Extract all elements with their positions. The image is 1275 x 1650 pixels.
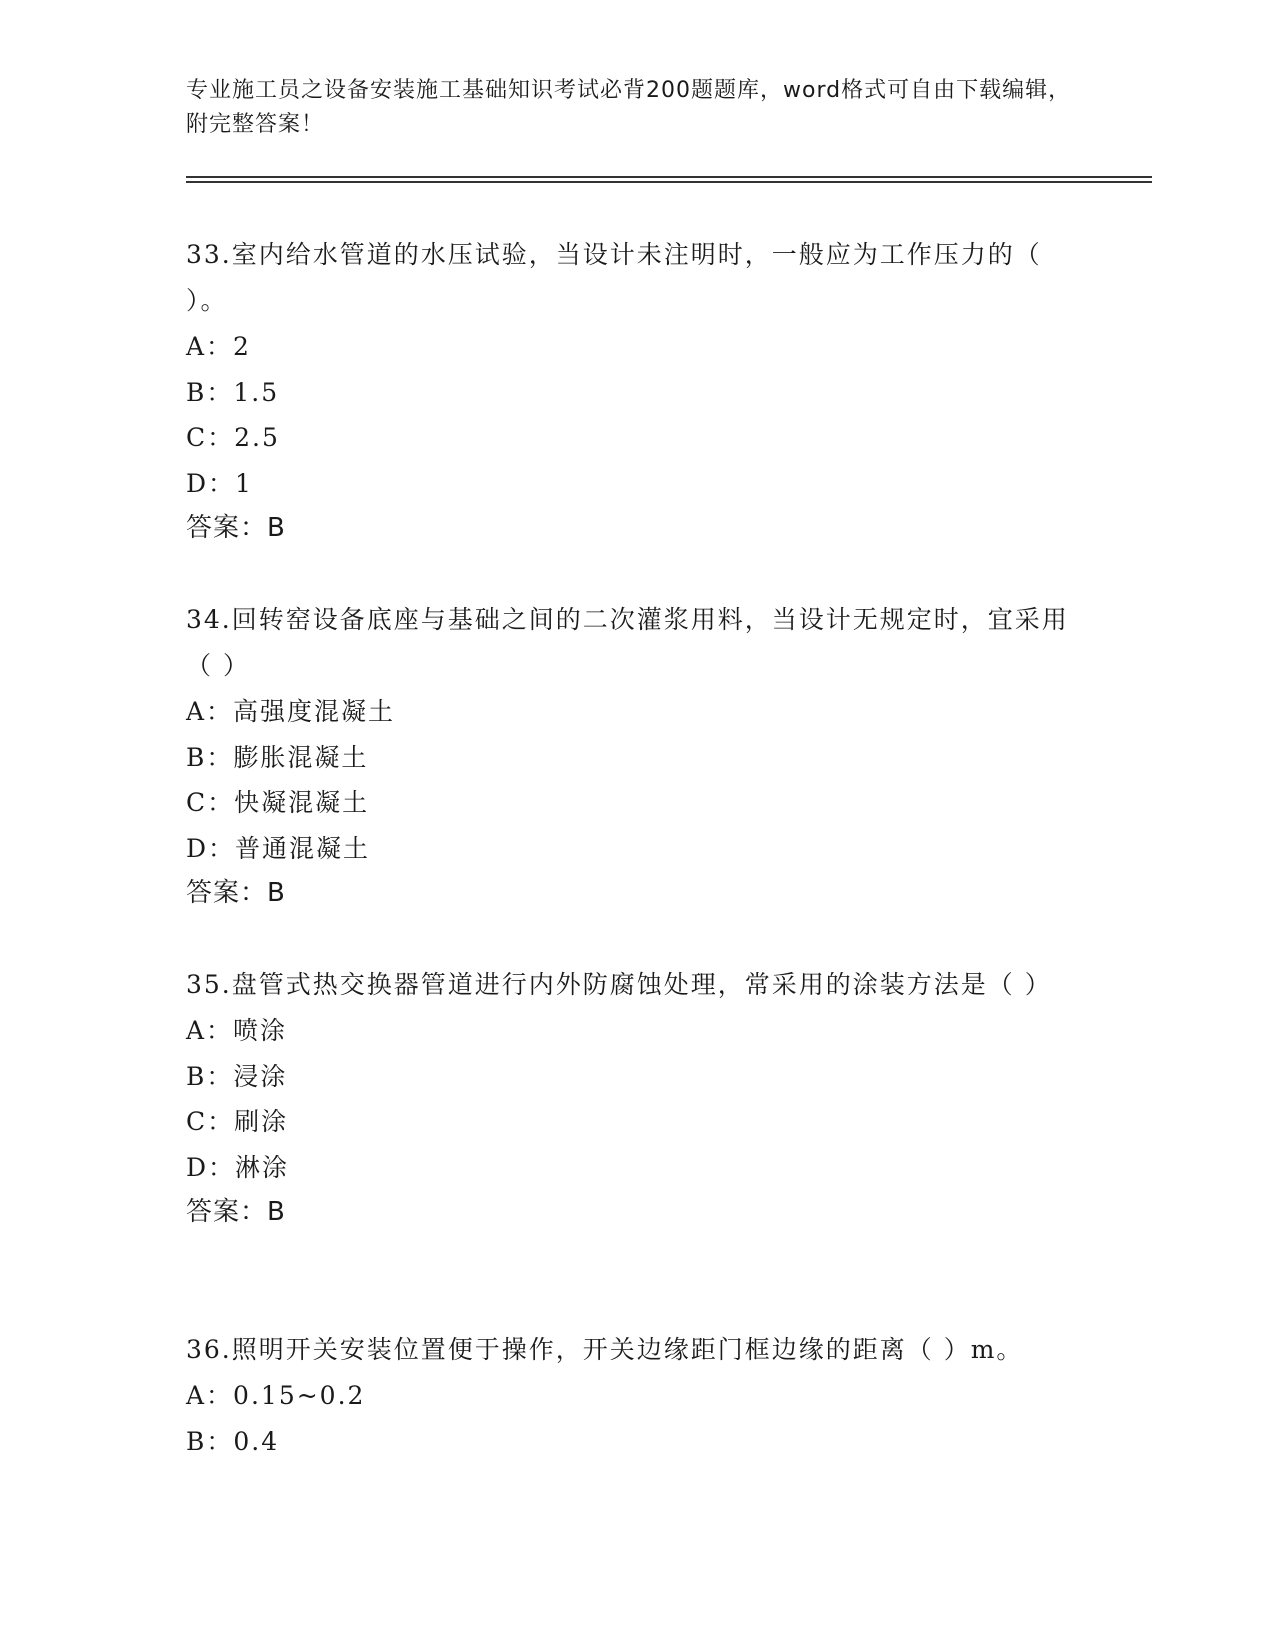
question-stem: 34.回转窑设备底座与基础之间的二次灌浆用料，当设计无规定时，宜采用（ ） — [186, 605, 1069, 680]
question-34 — [186, 597, 1086, 917]
question-36 — [186, 1327, 1086, 1464]
question-stem: 33.室内给水管道的水压试验，当设计未注明时，一般应为工作压力的（ ）。 — [186, 240, 1042, 315]
option-c: C：快凝混凝土 — [186, 788, 370, 817]
answer-line: 答案：B — [186, 1197, 286, 1227]
option-b: B：0.4 — [186, 1426, 280, 1456]
option-a: A：2 — [186, 332, 251, 361]
answer-line: 答案：B — [186, 878, 286, 908]
option-c: C：2.5 — [186, 423, 280, 452]
option-a: A：喷涂 — [186, 1016, 288, 1045]
answer-line: 答案：B — [186, 513, 286, 543]
option-b: B：膨胀混凝土 — [186, 742, 369, 772]
option-d: D：1 — [186, 468, 253, 498]
page-header: 专业施工员之设备安装施工基础知识考试必背200题题库，word格式可自由下载编辑，附完整答案！ — [186, 78, 1072, 137]
option-b: B：浸涂 — [186, 1061, 288, 1091]
option-b: B：1.5 — [186, 377, 280, 407]
header-divider-bottom — [186, 181, 1152, 183]
option-d: D：普通混凝土 — [186, 833, 371, 863]
option-d: D：淋涂 — [186, 1152, 290, 1182]
option-c: C：刷涂 — [186, 1107, 289, 1136]
header-divider-top — [186, 176, 1152, 178]
question-stem: 36.照明开关安装位置便于操作，开关边缘距门框边缘的距离（ ）m。 — [186, 1335, 1024, 1364]
question-stem: 35.盘管式热交换器管道进行内外防腐蚀处理，常采用的涂装方法是（ ） — [186, 970, 1052, 999]
question-33 — [186, 232, 1086, 552]
question-35 — [186, 962, 1086, 1236]
option-a: A：高强度混凝土 — [186, 697, 396, 726]
option-a: A：0.15~0.2 — [186, 1381, 366, 1410]
